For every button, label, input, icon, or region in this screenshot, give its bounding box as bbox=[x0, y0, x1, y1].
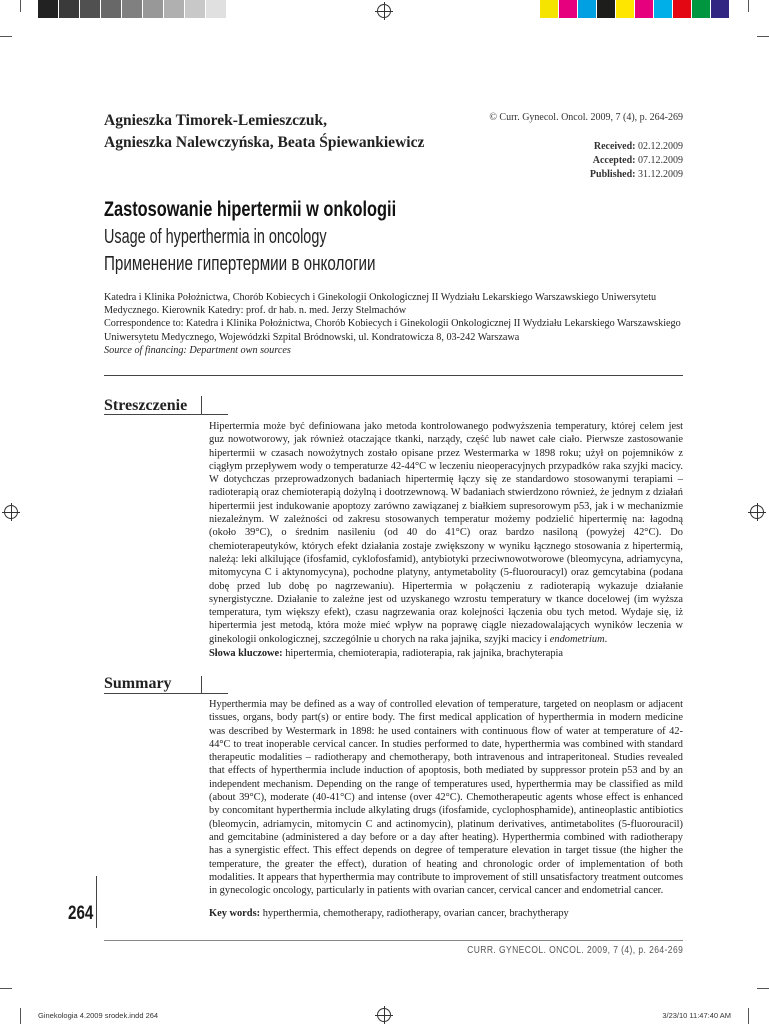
slug-filename: Ginekologia 4.2009 srodek.indd 264 bbox=[38, 1011, 159, 1020]
crop-mark-bottom-left-h bbox=[0, 988, 12, 989]
color-swatch bbox=[206, 0, 226, 18]
color-swatch bbox=[38, 0, 58, 18]
affiliation bbox=[104, 291, 689, 357]
summary-heading: Summary bbox=[104, 675, 172, 692]
crop-mark-top-left bbox=[20, 0, 21, 12]
page-number-vline bbox=[96, 876, 97, 928]
title-russian: Применение гипертермии в онкологии bbox=[104, 253, 376, 275]
article-dates bbox=[590, 140, 683, 182]
slug-timestamp: 3/23/10 11:47:40 AM bbox=[662, 1011, 731, 1020]
accepted-date: Accepted: 07.12.2009 bbox=[592, 155, 683, 166]
citation: © Curr. Gynecol. Oncol. 2009, 7 (4), p. 264-269 bbox=[489, 112, 683, 123]
correspondence-line-2: Uniwersytetu Medycznego, Wojewódzki Szpital Bródnowski, ul. Kondratowicza 8, 03-242 Warszawa bbox=[104, 331, 520, 343]
color-swatch bbox=[559, 0, 577, 18]
summary-vline bbox=[201, 676, 202, 694]
published-date: Published: 31.12.2009 bbox=[589, 169, 683, 180]
correspondence-line-1: Correspondence to: Katedra i Klinika Położnictwa, Chorób Kobiecych i Ginekologii Onkologicznej II Wydziału Lekarskiego Warszawskiego bbox=[104, 318, 681, 330]
color-swatch bbox=[673, 0, 691, 18]
authors-line-2: Agnieszka Nalewczyńska, Beata Śpiewankiewicz bbox=[104, 134, 425, 151]
color-swatch bbox=[597, 0, 615, 18]
crop-mark-bottom-right-h bbox=[757, 988, 769, 989]
summary-keywords: Key words: hyperthermia, chemotherapy, radiotherapy, ovarian cancer, brachytherapy bbox=[209, 908, 569, 919]
color-swatch bbox=[185, 0, 205, 18]
crop-mark-top-right-h bbox=[757, 36, 769, 37]
authors-line-1: Agnieszka Timorek-Lemieszczuk, bbox=[104, 112, 328, 129]
crop-mark-bottom-left bbox=[20, 1008, 21, 1024]
summary-underline bbox=[104, 693, 228, 694]
authors bbox=[104, 110, 424, 154]
registration-mark-bottom bbox=[377, 1008, 391, 1022]
registration-mark-right bbox=[750, 505, 764, 519]
title-english: Usage of hyperthermia in oncology bbox=[104, 226, 327, 248]
color-swatch bbox=[692, 0, 710, 18]
registration-mark-left bbox=[4, 505, 18, 519]
color-swatch bbox=[59, 0, 79, 18]
color-swatch bbox=[616, 0, 634, 18]
streszczenie-underline bbox=[104, 414, 228, 415]
title-polish: Zastosowanie hipertermii w onkologii bbox=[104, 198, 397, 221]
color-swatch bbox=[654, 0, 672, 18]
color-swatch bbox=[711, 0, 729, 18]
streszczenie-keywords: Słowa kluczowe: hipertermia, chemioterapia, radioterapia, rak jajnika, brachyterapia bbox=[209, 648, 564, 659]
crop-mark-top-right bbox=[748, 0, 749, 12]
crop-mark-top-left-h bbox=[0, 36, 12, 37]
financing-source: Source of financing: Department own sources bbox=[104, 344, 291, 356]
streszczenie-vline bbox=[201, 396, 202, 414]
color-swatch bbox=[143, 0, 163, 18]
crop-mark-bottom-right bbox=[748, 1008, 749, 1024]
color-swatch bbox=[164, 0, 184, 18]
summary-text: Hyperthermia may be defined as a way of controlled elevation of temperature, targeted on neoplasm or adjacent tissues, organs, body part(s) or entire body. The first medical application of hyperthermia in modern medicine was described by Westermark in 1898: he used containers with continuous flow of water at temperature of 42-44°C to treat inoperable cervical cancer. In studies performed to date, hyperthermia was combined with standard therapeutic modalities – radiotherapy and chemotherapy, both intravenous and intraperitoneal. Studies revealed that effects of hyperthermia include induction of apoptosis, both mediated by suppressor protein p53 and by an independent mechanism. Depending on the range of temperatures used, hyperthermia may be classified as mild (about 39°C), moderate (40-41°C) and intense (over 42°C). Chemotherapeutic agents whose effect is enhanced by concomitant hyperthermia include alkylating drugs (ifosfamide, cyclophosphamide), antineoplastic antibiotics (bleomycin, adriamycin, mitomycin C and actinomycin), platinum derivatives, antimetabolites (5-fluorouracil) and gemcitabine (administered a day before or a day after heating). Hyperthermia combined with radiotherapy has a synergistic effect. This effect depends on degree of temperature elevation in target tissue (the higher the temperature, the greater the effect), duration of heating and chronologic order of implementation of both modalities. It appears that hyperthermia may contribute to improvement of still unsatisfactory treatment outcomes in gynecologic oncology, particularly in patients with ovarian cancer, cervical cancer and endometrial cancer. bbox=[209, 699, 683, 897]
received-date: Received: 02.12.2009 bbox=[593, 141, 683, 152]
footer-divider bbox=[104, 940, 683, 941]
color-swatch bbox=[122, 0, 142, 18]
color-swatch bbox=[635, 0, 653, 18]
affiliation-line-1: Katedra i Klinika Położnictwa, Chorób Kobiecych i Ginekologii Onkologicznej II Wydziału Lekarskiego Warszawskiego Uniwersytetu bbox=[104, 292, 657, 303]
header-divider bbox=[104, 375, 683, 376]
affiliation-line-2: Medycznego. Kierownik Katedry: prof. dr hab. n. med. Jerzy Stelmachów bbox=[104, 305, 407, 317]
color-swatch bbox=[578, 0, 596, 18]
color-swatch bbox=[540, 0, 558, 18]
color-swatch bbox=[80, 0, 100, 18]
streszczenie-heading: Streszczenie bbox=[104, 397, 188, 414]
color-swatch bbox=[101, 0, 121, 18]
registration-mark-top bbox=[377, 4, 391, 18]
page-number: 264 bbox=[68, 903, 94, 924]
running-footer: CURR. GYNECOL. ONCOL. 2009, 7 (4), p. 264-269 bbox=[466, 945, 683, 956]
streszczenie-text: Hipertermia może być definiowana jako metoda kontrolowanego podwyższenia temperatury, której celem jest guz nowotworowy, jak również otaczające tkanki, narządy, część lub nawet całe ciało. Pierwsze zastosowanie hipertermii w czasach nowożytnych zostało opisane przez Westermarka w 1898 roku; użył on pojemników z ciągłym przepływem wody o temperaturze 42-44°C w leczeniu nieoperacyjnych przypadków raka szyjki macicy. W dotychczas przeprowadzonych badaniach hipertermię łączy się ze standardowo stosowanymi terapiami – radioterapią oraz chemioterapią dożylną i dootrzewnową. W badaniach stwierdzono również, że jednym z działań hipertermii jest indukowanie apoptozy zarówno zawiązanej z białkiem supresorowym p53, jak i w mechanizmie niezależnym. W zależności od zakresu stosowanych temperatur możemy podzielić hipertermię na: łagodną (około 39°C), o średnim nasileniu (od 40 do 41°C) oraz bardzo nasiloną (powyżej 42°C). Do chemioterapeutyków, których efekt działania zostaje zwiększony w wyniku łącznego stosowania z hipertermią, należą: leki alkilujące (ifosfamid, cyklofosfamid), antybiotyki przeciwnowotworowe (bleomycyna, adriamycyna, mitomycyna C i aktynomycyna), pochodne platyny, antymetabolity (5-fluorouracyl) oraz gemcytabina (podana dobę przed lub dobę po nagrzewaniu). Hipertermia w połączeniu z radioterapią wykazuje działanie synergistyczne. Działanie to zależne jest od uzyskanego wzrostu temperatury w tkance docelowej (im wyższa temperatura, tym większy efekt), czasu nagrzewania oraz kolejności łączenia obu tych metod. Wydaje się, iż hipertermia jest metodą, która może mieć wpływ na poprawę ciągle niezadowalających wyników leczenia w ginekologii onkologicznej, szczególnie u chorych na raka jajnika, szyjki macicy i endometrium. bbox=[209, 421, 683, 645]
